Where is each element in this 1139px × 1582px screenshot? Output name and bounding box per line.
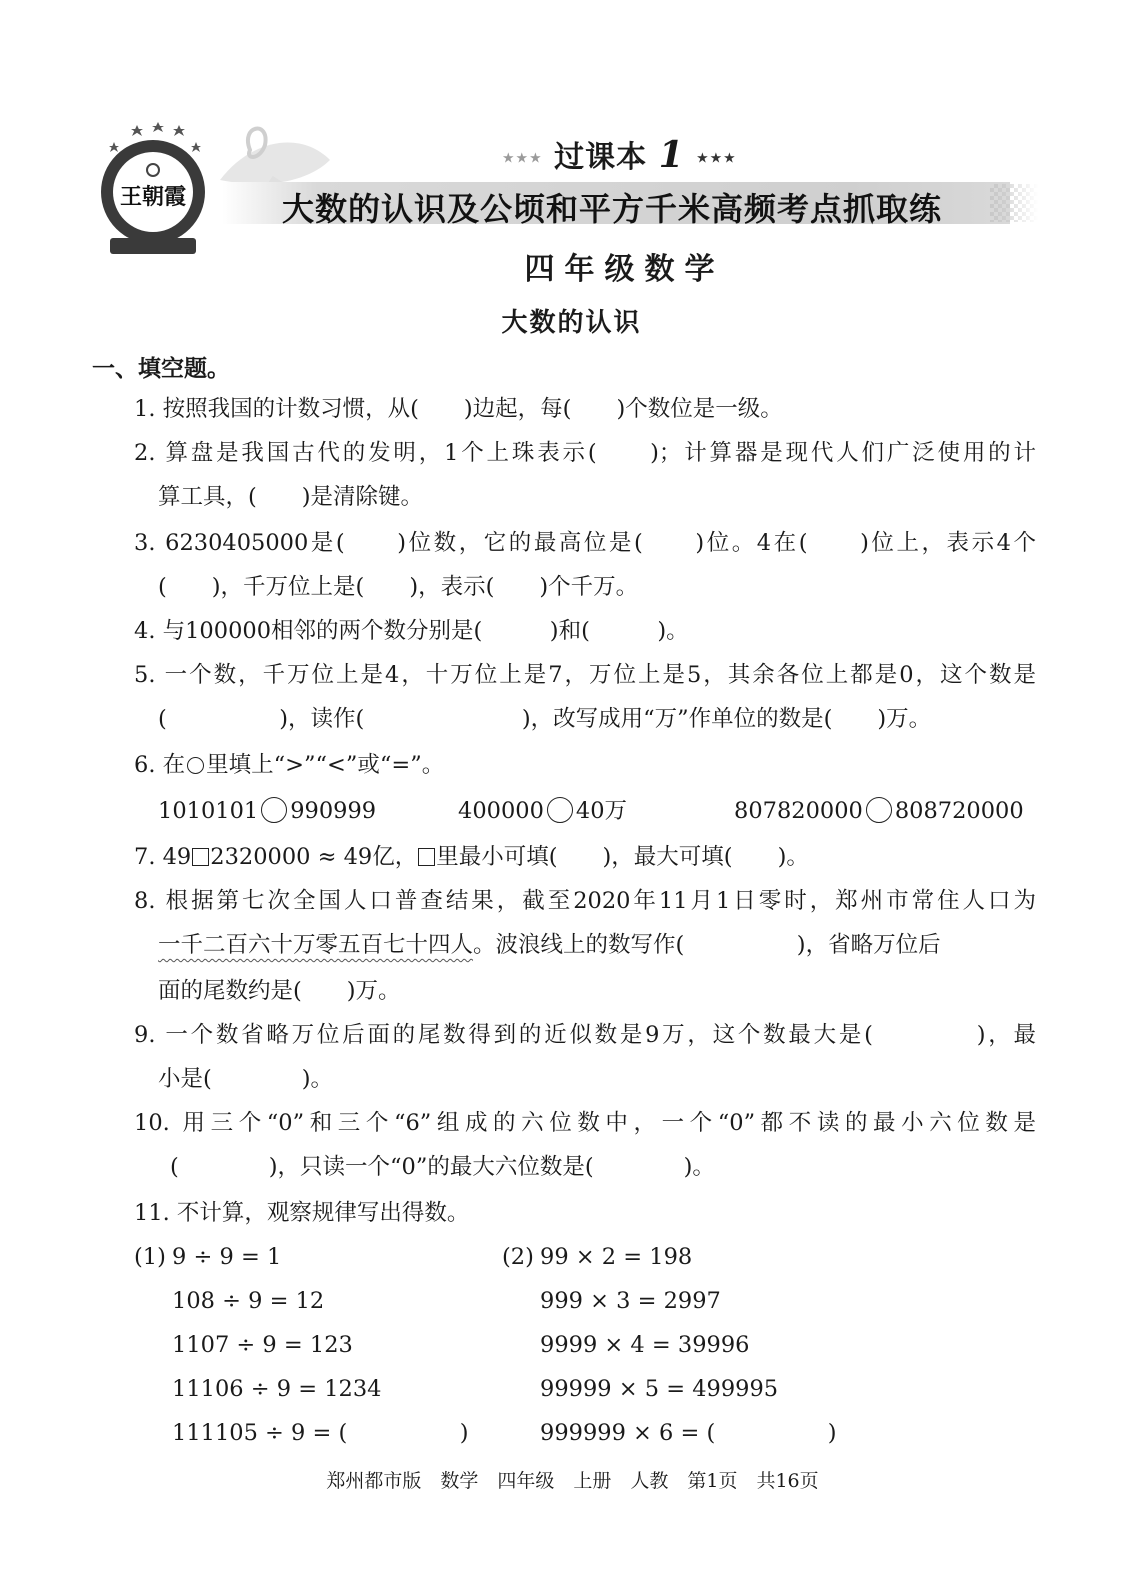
brand-logo [92, 122, 214, 262]
question-2-line-2: 算工具，( )是清除键。 [158, 484, 424, 510]
compare-circle[interactable] [547, 797, 573, 823]
circle-icon [187, 757, 204, 774]
pattern-line: 108 ÷ 9 = 12 [172, 1288, 325, 1314]
question-4: 4. 与100000相邻的两个数分别是( )和( )。 [134, 618, 689, 644]
series-label [502, 132, 737, 176]
grade-title: 四年级数学 [524, 252, 725, 287]
question-8-line-2 [158, 930, 941, 960]
question-7-part-c: 里最小可填( )，最大可填( )。 [436, 844, 809, 870]
compare-right: 990999 [290, 798, 377, 824]
question-10-line-2: ( )，只读一个“0”的最大六位数是( )。 [170, 1154, 715, 1180]
question-8-line-2-rest: 。波浪线上的数写作( )，省略万位后 [473, 932, 941, 958]
pattern-line: 111105 ÷ 9 = ( ) [172, 1420, 469, 1446]
question-2-line-1: 2. 算盘是我国古代的发明，1个上珠表示( )；计算器是现代人们广泛使用的计 [134, 440, 1036, 466]
star-icon: ★★★ [502, 150, 543, 167]
pattern-line: 99999 × 5 = 499995 [540, 1376, 779, 1402]
question-10-line-1: 10. 用三个“0”和三个“6”组成的六位数中，一个“0”都不读的最小六位数是 [134, 1110, 1036, 1136]
question-6-suffix: 里填上“>”“<”或“=”。 [206, 752, 445, 778]
question-9-line-2: 小是( )。 [158, 1066, 334, 1092]
question-5-line-2: ( )，读作( )，改写成用“万”作单位的数是( )万。 [158, 706, 932, 732]
pattern-right-label: (2) [502, 1244, 534, 1270]
pattern-line: 999999 × 6 = ( ) [540, 1420, 837, 1446]
pattern-left-label: (1) [134, 1244, 166, 1270]
compare-item-3 [734, 796, 1024, 826]
question-5-line-1: 5. 一个数，千万位上是4，十万位上是7，万位上是5，其余各位上都是0，这个数是 [134, 662, 1036, 688]
series-number: 1 [658, 134, 685, 176]
compare-circle[interactable] [866, 797, 892, 823]
page-footer: 郑州都市版 数学 四年级 上册 人教 第1页 共16页 [326, 1470, 819, 1492]
question-11: 11. 不计算，观察规律写出得数。 [134, 1200, 470, 1226]
pattern-line: 99 × 2 = 198 [540, 1244, 693, 1270]
compare-left: 1010101 [158, 798, 259, 824]
question-3-line-2: ( )，千万位上是( )，表示( )个千万。 [158, 574, 639, 600]
question-7-part-a: 7. 49 [134, 844, 192, 870]
section-title: 大数的认识 [501, 308, 642, 338]
main-title: 大数的认识及公顷和平方千米高频考点抓取练 [282, 190, 943, 228]
series-text: 过课本 [554, 140, 648, 175]
question-1: 1. 按照我国的计数习惯，从( )边起，每( )个数位是一级。 [134, 396, 783, 422]
question-7 [134, 842, 809, 872]
compare-right: 808720000 [894, 798, 1024, 824]
part-heading: 一、填空题。 [92, 356, 230, 382]
question-9-line-1: 9. 一个数省略万位后面的尾数得到的近似数是9万，这个数最大是( )，最 [134, 1022, 1036, 1048]
star-icon: ★★★ [696, 150, 737, 167]
question-7-part-b: 2320000 ≈ 49亿， [210, 844, 418, 870]
blank-box-icon[interactable] [192, 848, 209, 866]
checker-pattern [990, 184, 1038, 222]
compare-left: 400000 [458, 798, 544, 824]
compare-item-1 [158, 796, 376, 826]
compare-left: 807820000 [734, 798, 863, 824]
question-6 [134, 750, 444, 780]
compare-right: 40万 [575, 798, 628, 824]
question-8-line-3: 面的尾数约是( )万。 [158, 978, 401, 1004]
question-3-line-1: 3. 6230405000是( )位数，它的最高位是( )位。4在( )位上，表示4个 [134, 530, 1036, 556]
logo-text: 王朝霞 [119, 184, 187, 210]
question-6-prefix: 6. 在 [134, 752, 186, 778]
pattern-line: 1107 ÷ 9 = 123 [172, 1332, 353, 1358]
compare-circle[interactable] [261, 797, 287, 823]
pattern-line: 9999 × 4 = 39996 [540, 1332, 750, 1358]
compare-item-2 [458, 796, 627, 826]
pattern-line: 11106 ÷ 9 = 1234 [172, 1376, 382, 1402]
wavy-underlined-text: 一千二百六十万零五百七十四人 [158, 932, 474, 958]
pattern-line: 9 ÷ 9 = 1 [172, 1244, 282, 1270]
question-8-line-1: 8. 根据第七次全国人口普查结果，截至2020年11月1日零时，郑州市常住人口为 [134, 888, 1036, 914]
blank-box-icon [418, 848, 435, 866]
pattern-line: 999 × 3 = 2997 [540, 1288, 721, 1314]
